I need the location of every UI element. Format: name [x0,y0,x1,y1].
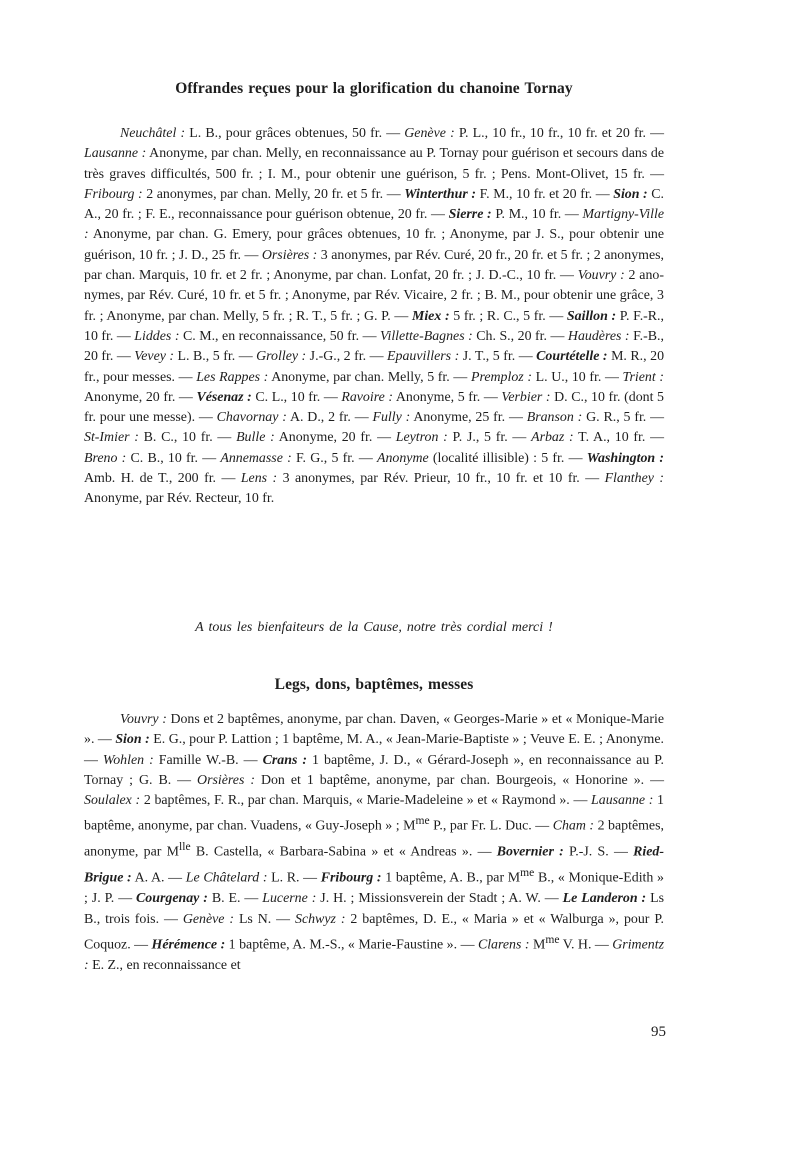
legs-section [84,710,664,976]
heading-legs: Legs, dons, baptêmes, messes [274,676,474,693]
heading-offrandes: Offrandes reçues pour la glorification du chanoine Tornay [175,80,573,97]
legs-paragraph: Vouvry : Dons et 2 baptêmes, anonyme, par chan. Daven, « Georges-Marie » et « Monique-Marie ». — Sion : E. G., pour P. Lattion ; 1 baptême, M. A., « Jean-Marie-Baptiste » ; Veuve E. E. ; Anonyme. — Wohlen : Famille W.-B. — Crans : 1 baptême, J. D., « Gérard-Joseph », en reconnaissance au P. Tornay ; G. B. — Orsières : Don et 1 baptême, anonyme, par chan. Bourgeois, « Honorine ». — Soulalex : 2 baptêmes, F. R., par chan. Marquis, « Marie-Madeleine » et « Raymond ». — Lausanne : 1 baptême, anonyme, par chan. Vuadens, « Guy-Joseph » ; $M^{me}$ P., par Fr. L. Duc. — Cham : 2 baptêmes, anonyme, par $M^{lle}$ B. Castella, « Barbara-Sabina » et « Andreas ». — Bovernier : P.-J. S. — Ried-Brigue : A. A. — Le Châtelard : L. R. — Fribourg : 1 baptême, A. B., par $M^{me}$ B., « Monique-Edith » ; J. P. — Courgenay : B. E. — Lucerne : J. H. ; Missionsverein der Stadt ; A. W. — Le Landeron : Ls B., trois fois. — Genève : Ls N. — Schwyz : 2 baptêmes, D. E., « Maria » et « Walburga », pour P. Coquoz. — Hérémence : 1 baptême, A. M.-S., « Marie-Faustine ». — Clarens : $M^{me}$ V. H. — Grimentz : E. Z., en reconnaissance et [84,712,665,973]
page-number: 95 [651,1024,666,1040]
offrandes-paragraph: Neuchâtel : L. B., pour grâces obtenues, 50 fr. — Genève : P. L., 10 fr., 10 fr., 10 fr. et 20 fr. — Lausanne : Anonyme, par chan. Melly, en reconnaissance au P. Tornay pour guérison et secours dans de très graves difficultés, 500 fr. ; I. M., pour obtenir une guérison, 5 fr. ; Pens. Mont-Olivet, 15 fr. — Fribourg : 2 anonymes, par chan. Melly, 20 fr. et 5 fr. — Winterthur : F. M., 10 fr. et 20 fr. — Sion : C. A., 20 fr. ; F. E., reconnaissance pour guérison obtenue, 20 fr. — Sierre : P. M., 10 fr. — Martigny-Ville : Anonyme, par chan. G. Emery, pour grâces obtenues, 10 fr. ; Anonyme, par J. S., pour obtenir une guérison, 10 fr. ; J. D., 25 fr. — Orsières : 3 anonymes, par Rév. Curé, 20 fr., 20 fr. et 5 fr. ; 2 anonymes, par chan. Marquis, 10 fr. et 2 fr. ; Anonyme, par chan. Lonfat, 20 fr. ; J. D.-C., 10 fr. — Vouvry : 2 anonymes, par Rév. Curé, 10 fr. et 5 fr. ; Anonyme, par Rév. Vicaire, 2 fr. ; B. M., pour obtenir une grâce, 3 fr. ; Anonyme, par chan. Melly, 5 fr. ; R. T., 5 fr. ; G. P. — Miex : 5 fr. ; R. C., 5 fr. — Saillon : P. F.-R., 10 fr. — Liddes : C. M., en reconnaissance, 50 fr. — Villette-Bagnes : Ch. S., 20 fr. — Haudères : F.-B., 20 fr. — Vevey : L. B., 5 fr. — Grolley : J.-G., 2 fr. — Epauvillers : J. T., 5 fr. — Courtételle : M. R., 20 fr., pour messes. — Les Rappes : Anonyme, par chan. Melly, 5 fr. — Premploz : L. U., 10 fr. — Trient : Anonyme, 20 fr. — Vésenaz : C. L., 10 fr. — Ravoire : Anonyme, 5 fr. — Verbier : D. C., 10 fr. (dont 5 fr. pour une messe). — Chavornay : A. D., 2 fr. — Fully : Anonyme, 25 fr. — Branson : G. R., 5 fr. — St-Imier : B. C., 10 fr. — Bulle : Anonyme, 20 fr. — Leytron : P. J., 5 fr. — Arbaz : T. A., 10 fr. — Breno : C. B., 10 fr. — Annemasse : F. G., 5 fr. — Anonyme (localité illisible) : 5 fr. — Washington : Amb. H. de T., 200 fr. — Lens : 3 anonymes, par Rév. Prieur, 10 fr., 10 fr. et 10 fr. — Flanthey : Anonyme, par Rév. Recteur, 10 fr. [84,126,665,507]
thanks-line: A tous les bienfaiteurs de la Cause, notre très cordial merci ! [195,620,553,635]
offrandes-section [84,124,664,510]
